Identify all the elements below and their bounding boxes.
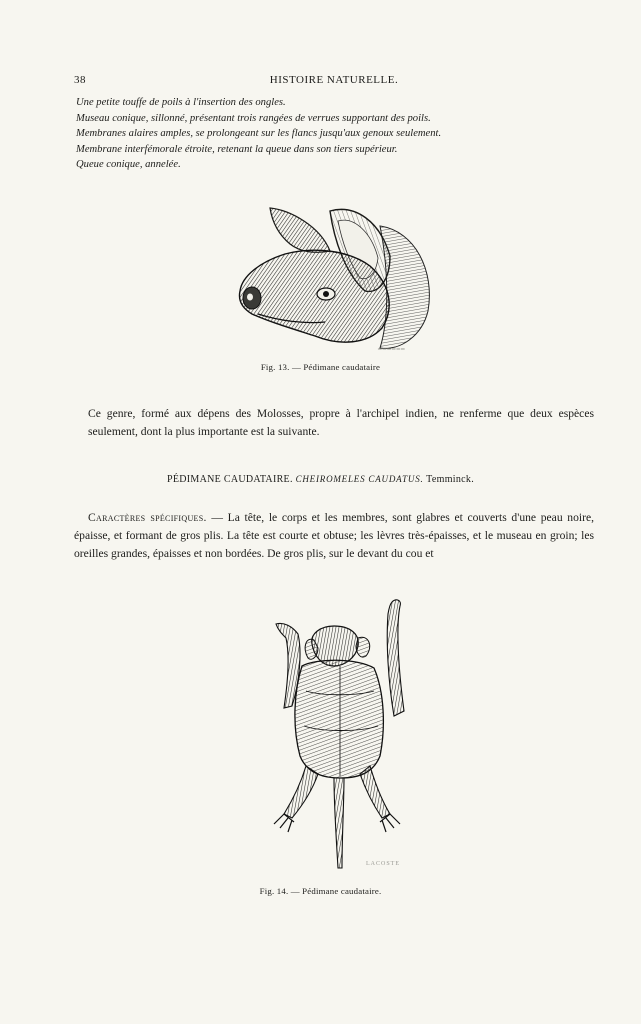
species-common-name: PÉDIMANE CAUDATAIRE. [167, 474, 293, 485]
hanging-bat-illustration [262, 596, 412, 874]
bat-head-illustration [230, 196, 445, 361]
species-author: Temminck. [426, 474, 474, 485]
figure-13-bat-head [230, 196, 445, 361]
list-item: Une petite touffe de poils à l'insertion des ongles. [76, 97, 286, 108]
figure-14-hanging-bat [262, 596, 412, 874]
paragraph-body: — La tête, le corps et les membres, sont glabres et couverts d'une peau noire, épaisse, et formant de gros plis. La tête est courte et obtuse; les lèvres très-épaisses, et le museau en groin; les oreilles grandes, épaisses et non bordées. De gros plis, sur le devant du cou et [74, 511, 595, 560]
list-item: Membrane interfémorale étroite, retenant la queue dans son tiers supérieur. [76, 143, 398, 155]
characteristics-list [76, 95, 596, 173]
figure-14-caption: Fig. 14. — Pédimane caudataire. [259, 886, 382, 896]
engraver-mark: ━━━━━━ [378, 347, 406, 353]
paragraph-genus: Ce genre, formé aux dépens des Molosses, propre à l'archipel indien, ne renferme que deux espèces seulement, dont la plus importante est la suivante. [88, 407, 594, 438]
running-head: HISTOIRE NATURELLE. [269, 74, 399, 86]
page-number: 38 [74, 74, 86, 86]
paragraph-lead: Caractères spécifiques. [88, 511, 207, 524]
figure-13-caption: Fig. 13. — Pédimane caudataire [260, 362, 381, 372]
engraver-signature: LACOSTE [366, 861, 400, 867]
page-header [74, 74, 594, 90]
paragraph-characteristics [74, 509, 594, 563]
species-scientific-name: CHEIROMELES CAUDATUS. [295, 474, 424, 484]
list-item: Queue conique, annelée. [76, 159, 181, 170]
list-item: Museau conique, sillonné, présentant trois rangées de verrues supportant des poils. [76, 112, 431, 124]
list-item: Membranes alaires amples, se prolongeant sur les flancs jusqu'aux genoux seulement. [76, 128, 442, 139]
species-heading [0, 474, 641, 485]
